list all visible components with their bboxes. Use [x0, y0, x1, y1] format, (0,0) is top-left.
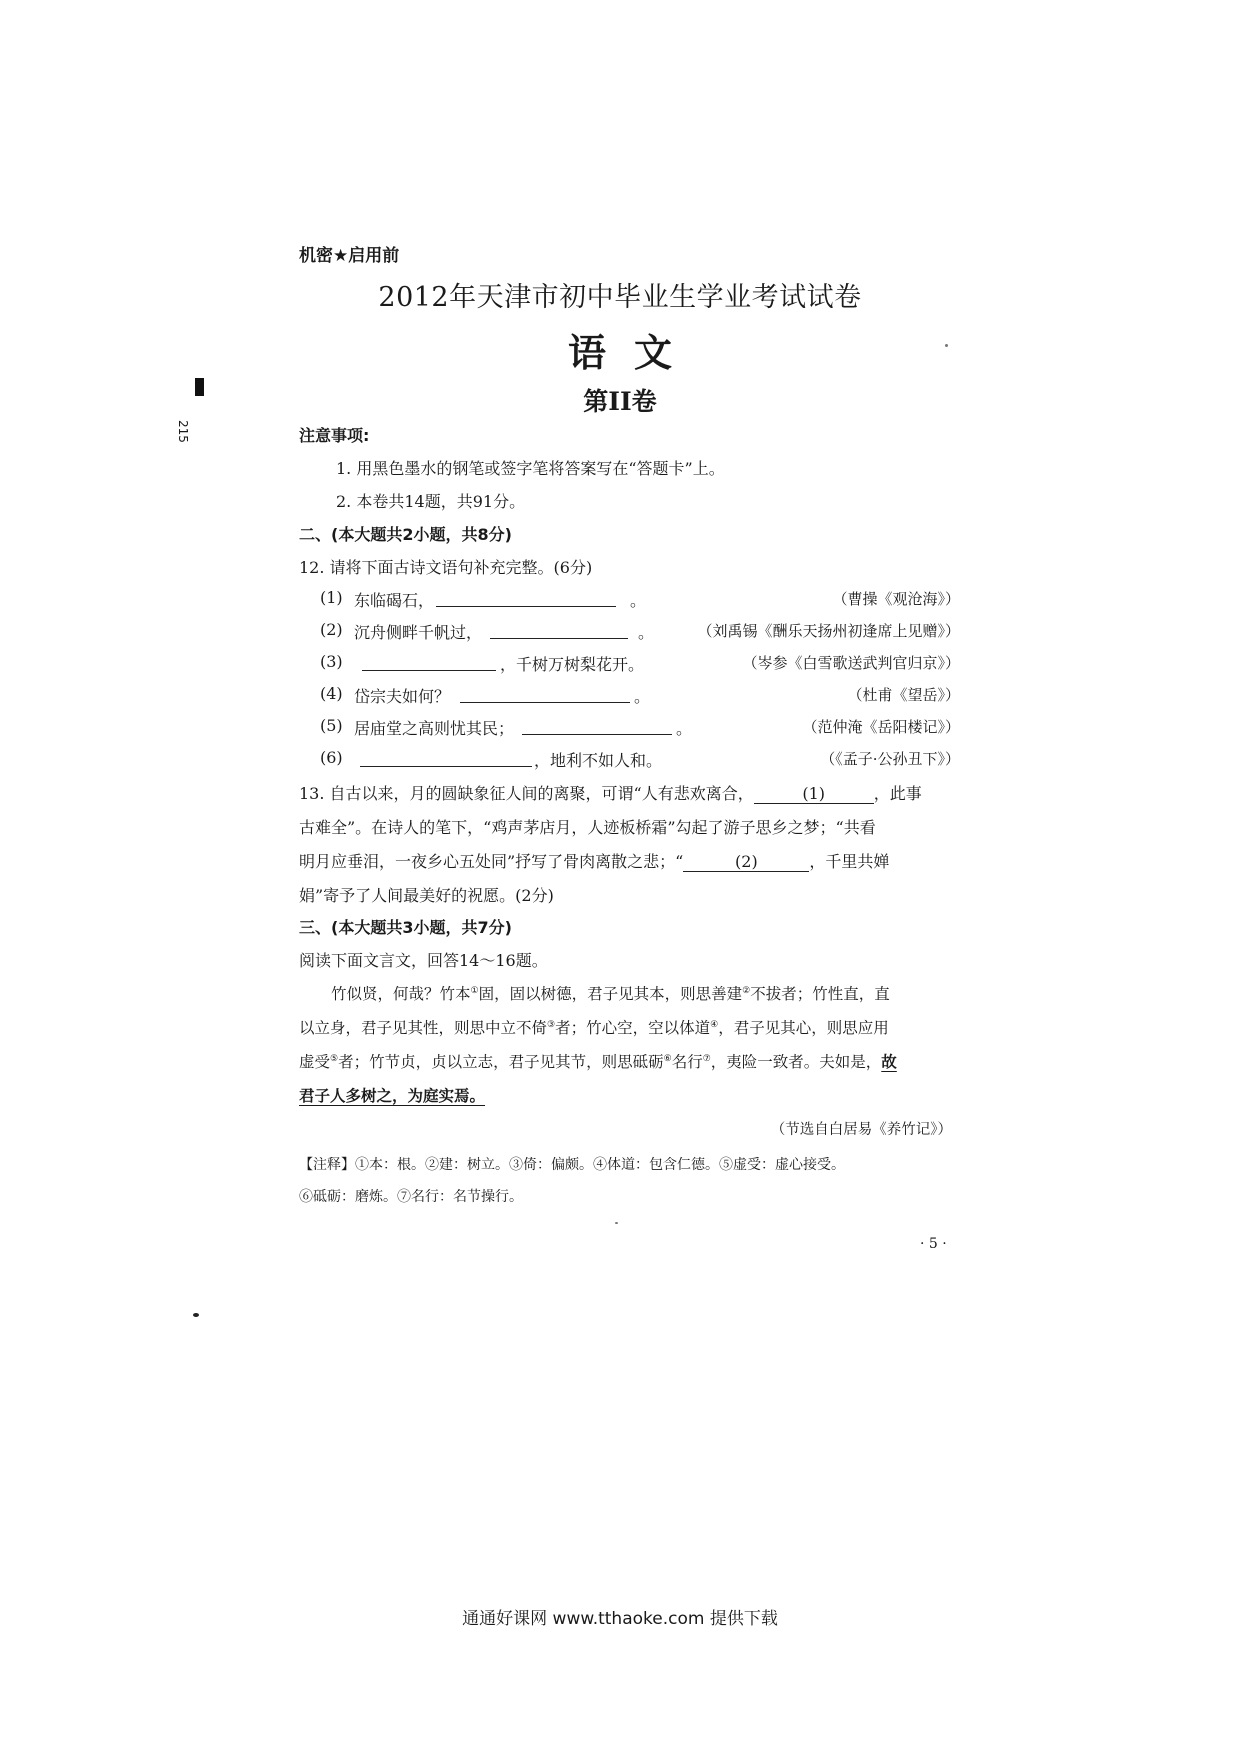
- passage-text: 竹似贤，何哉？竹本: [331, 985, 471, 1003]
- volume-title: 第II卷: [583, 387, 657, 416]
- answer-blank[interactable]: [522, 734, 672, 735]
- note-marker: ⑥: [663, 1053, 672, 1064]
- row-text-after: 。: [676, 719, 693, 738]
- row-text-before: 居庙堂之高则忧其民；: [354, 719, 515, 738]
- section3-intro: 阅读下面文言文，回答14～16题。: [299, 951, 548, 970]
- exam-title: 2012年天津市初中毕业生学业考试试卷: [378, 282, 862, 313]
- passage-text: 虚受: [299, 1053, 331, 1071]
- q12-stem: 12. 请将下面古诗文语句补充完整。(6分): [299, 558, 593, 577]
- q13-blank-2[interactable]: (2): [683, 852, 809, 872]
- passage-text: 以立身，君子见其性，则思中立不倚: [299, 1019, 548, 1037]
- row-source: （杜甫《望岳》）: [847, 686, 960, 704]
- row-label: (6): [320, 748, 343, 767]
- passage-text: 名行: [671, 1053, 703, 1071]
- passage-line-1: [331, 982, 890, 1004]
- row-source: （岑参《白雪歌送武判官归京》）: [742, 654, 960, 672]
- row-label: (5): [320, 716, 343, 735]
- binding-mark: [195, 378, 204, 396]
- row-label: (1): [320, 588, 343, 607]
- underlined-sentence: 君子人多树之，为庭实焉。: [299, 1086, 486, 1105]
- row-text-before: 岱宗夫如何？: [354, 687, 451, 706]
- passage-text: 固，固以树德，君子见其本，则思善建: [478, 985, 743, 1003]
- scan-speck: [615, 1222, 618, 1224]
- notice-heading: 注意事项:: [299, 426, 370, 445]
- passage-text: ，夷险一致者。夫如是，: [710, 1053, 882, 1071]
- passage-text: 不拔者；竹性直，直: [750, 985, 890, 1003]
- passage-line-2: [299, 1016, 889, 1038]
- q12-row-1: [320, 588, 960, 614]
- q13-line-1: [299, 781, 922, 804]
- note-marker: ③: [547, 1019, 556, 1030]
- notes-line-1: 【注释】①本：根。②建：树立。③倚：偏颇。④体道：包含仁德。⑤虚受：虚心接受。: [299, 1157, 845, 1173]
- download-footer: 通通好课网 www.tthaoke.com 提供下载: [462, 1609, 778, 1629]
- row-text-after: ，千树万树梨花开。: [500, 655, 645, 674]
- q12-row-2: [320, 620, 960, 646]
- note-marker: ⑦: [702, 1053, 711, 1064]
- notice-item-2: 2. 本卷共14题，共91分。: [336, 492, 526, 511]
- section2-heading: 二、(本大题共2小题，共8分): [299, 525, 512, 544]
- row-text-after: 。: [630, 591, 647, 610]
- q13-line-3: [299, 849, 889, 872]
- passage-text: 者；竹心空，空以体道: [555, 1019, 711, 1037]
- note-marker: ⑤: [330, 1053, 339, 1064]
- row-text-before: 沉舟侧畔千帆过，: [354, 623, 483, 642]
- row-source: （《孟子·公孙丑下》）: [820, 750, 960, 768]
- answer-blank[interactable]: [360, 766, 532, 767]
- subject-title: 语文: [567, 330, 700, 375]
- q13-text: 13. 自古以来，月的圆缺象征人间的离聚，可谓“人有悲欢离合，: [299, 784, 754, 803]
- answer-blank[interactable]: [460, 702, 630, 703]
- row-source: （曹操《观沧海》）: [832, 590, 960, 608]
- passage-line-3: [299, 1050, 897, 1072]
- passage-text: ，君子见其心，则思应用: [718, 1019, 889, 1037]
- row-source: （范仲淹《岳阳楼记》）: [802, 718, 960, 736]
- answer-blank[interactable]: [436, 606, 616, 607]
- answer-blank[interactable]: [490, 638, 628, 639]
- confidential-mark: 机密★启用前: [299, 246, 400, 266]
- row-label: (2): [320, 620, 343, 639]
- section3-heading: 三、(本大题共3小题，共7分): [299, 918, 512, 937]
- note-marker: ①: [470, 985, 479, 996]
- q13-blank-1[interactable]: (1): [754, 784, 874, 804]
- row-label: (4): [320, 684, 343, 703]
- note-marker: ④: [710, 1019, 719, 1030]
- row-label: (3): [320, 652, 343, 671]
- answer-blank[interactable]: [362, 670, 496, 671]
- q13-text: ，千里共婵: [809, 852, 890, 871]
- scan-speck: [193, 1313, 199, 1317]
- q13-text: 明月应垂泪，一夜乡心五处同”抒写了骨肉离散之悲；“: [299, 852, 684, 871]
- q13-line-4: 娟”寄予了人间最美好的祝愿。(2分): [299, 886, 554, 905]
- passage-text: 者；竹节贞，贞以立志，君子见其节，则思砥砺: [338, 1053, 664, 1071]
- side-page-number: 215: [176, 420, 190, 443]
- row-text-before: 东临碣石，: [354, 591, 435, 610]
- q13-line-2: 古难全”。在诗人的笔下，“鸡声茅店月，人迹板桥霜”勾起了游子思乡之梦；“共看: [299, 818, 876, 837]
- row-text-after: ，地利不如人和。: [534, 751, 663, 770]
- row-text-after: 。: [634, 687, 651, 706]
- underlined-sentence: 故: [881, 1052, 897, 1071]
- notes-line-2: ⑥砥砺：磨炼。⑦名行：名节操行。: [299, 1189, 523, 1205]
- row-source: （刘禹锡《酬乐天扬州初逢席上见赠》）: [697, 622, 960, 640]
- q12-row-6: [320, 748, 960, 774]
- scan-speck: [945, 344, 948, 347]
- page-number: · 5 ·: [920, 1236, 947, 1252]
- notice-item-1: 1. 用黑色墨水的钢笔或签字笔将答案写在“答题卡”上。: [336, 459, 725, 478]
- q13-text: ，此事: [873, 784, 922, 803]
- row-text-after: 。: [638, 623, 655, 642]
- q12-row-5: [320, 716, 960, 742]
- note-marker: ②: [742, 985, 751, 996]
- q12-row-4: [320, 684, 960, 710]
- passage-source: （节选自白居易《养竹记》）: [770, 1122, 952, 1138]
- q12-row-3: [320, 652, 960, 678]
